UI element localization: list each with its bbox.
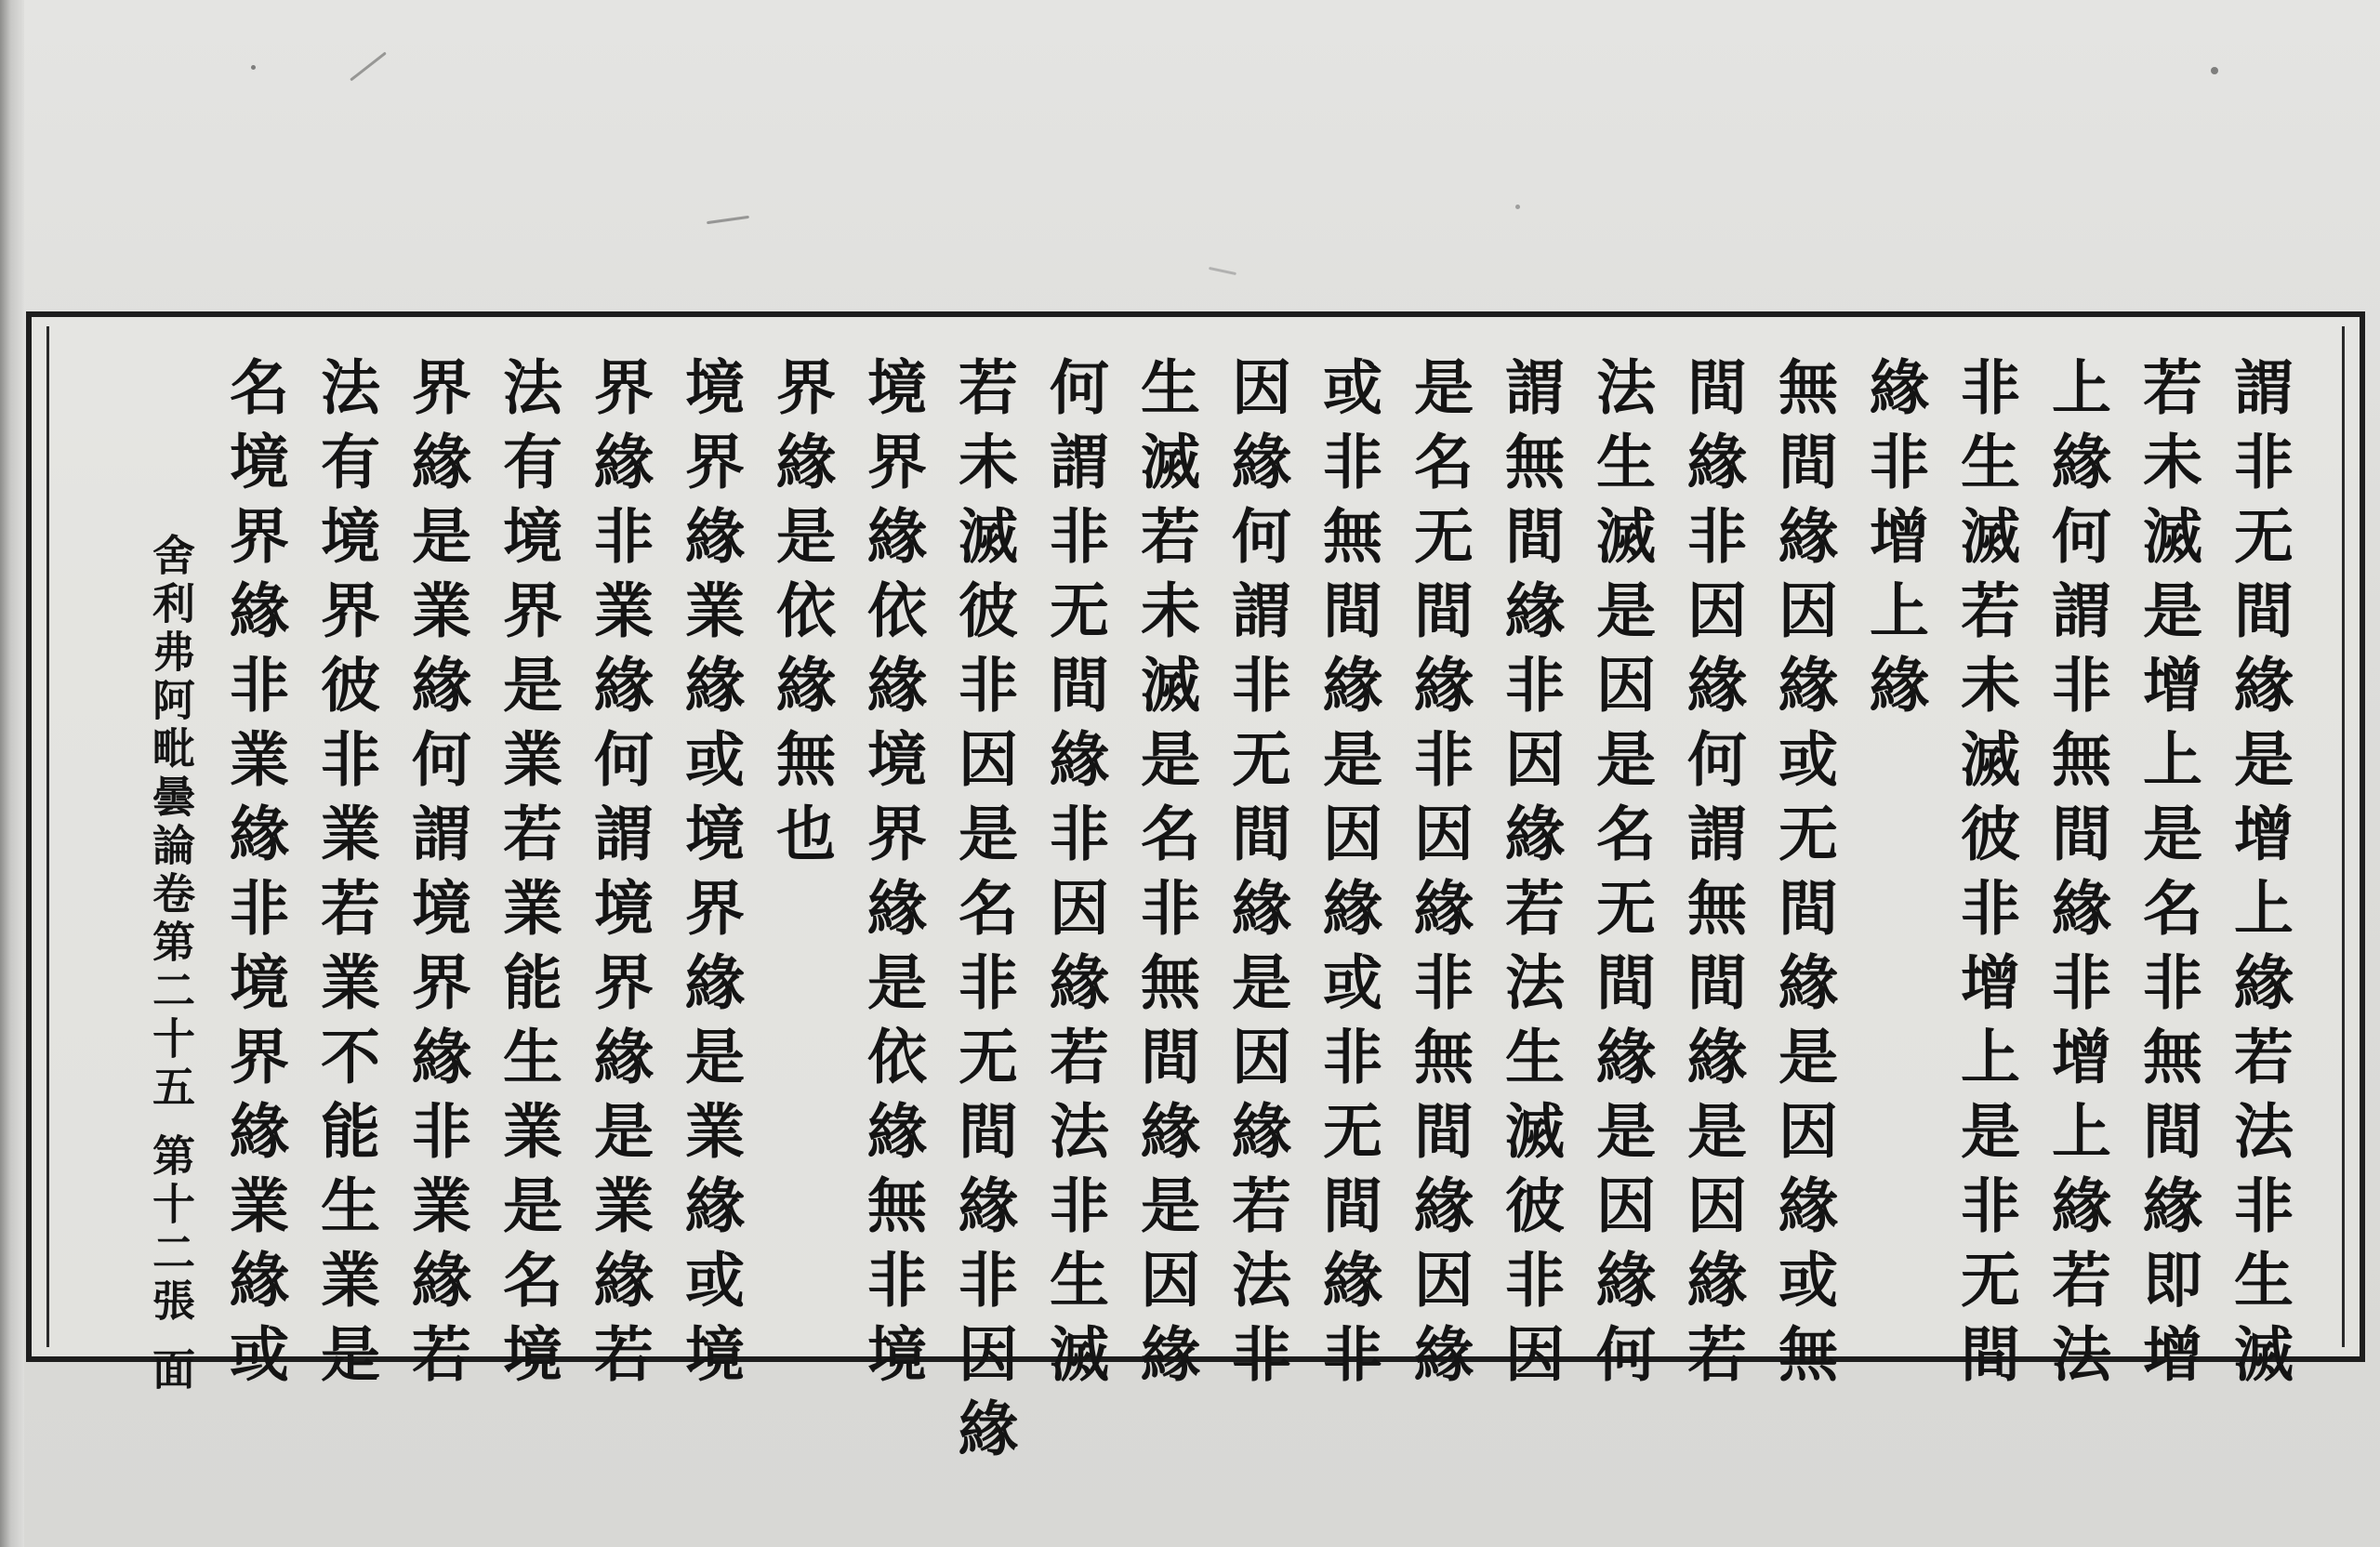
text-column: 謂非无間緣是增上緣若法非生滅	[2224, 356, 2294, 1397]
text-column: 界緣非業緣何謂境界緣是業緣若	[584, 356, 654, 1397]
text-column: 是名无間緣非因緣非無間緣因緣	[1404, 356, 1474, 1397]
text-column: 間緣非因緣何謂無間緣是因緣若	[1677, 356, 1747, 1397]
text-column: 生滅若未滅是名非無間緣是因緣	[1130, 356, 1200, 1397]
paper-fiber	[1209, 267, 1236, 275]
paper-fiber	[707, 216, 749, 224]
text-body	[134, 356, 2304, 1472]
paper-fiber	[350, 52, 387, 82]
text-column: 或非無間緣是因緣或非无間緣非	[1313, 356, 1382, 1397]
printed-text-frame	[26, 311, 2365, 1472]
text-column: 境界緣業緣或境界緣是業緣或境	[675, 356, 745, 1397]
text-column: 無間緣因緣或无間緣是因緣或無	[1768, 356, 1838, 1397]
paper-speck	[1515, 205, 1520, 209]
text-column: 名境界緣非業緣非境界緣業緣或	[219, 356, 289, 1397]
text-column: 因緣何謂非无間緣是因緣若法非	[1222, 356, 1291, 1397]
text-column: 境界緣依緣境界緣是依緣無非境	[857, 356, 927, 1397]
page-binding-edge	[0, 0, 24, 1547]
frame-inner-rule	[2342, 326, 2345, 1347]
text-column: 法有境界彼非業若業不能生業是	[311, 356, 380, 1397]
page-footer-title: 舍利弗阿毗曇論卷第二十五 第十二張 面	[146, 533, 196, 1396]
text-column: 法有境界是業若業能生業是名境	[493, 356, 562, 1397]
text-column: 上緣何謂非無間緣非增上緣若法	[2042, 356, 2111, 1397]
text-column: 緣非增上緣	[1859, 356, 1929, 728]
text-column: 何謂非无間緣非因緣若法非生滅	[1039, 356, 1109, 1397]
text-column: 界緣是業緣何謂境界緣非業緣若	[402, 356, 471, 1397]
text-column: 界緣是依緣無也	[766, 356, 836, 877]
text-column: 非生滅若未滅彼非增上是非无間	[1950, 356, 2020, 1397]
text-column: 法生滅是因是名无間緣是因緣何	[1586, 356, 1656, 1397]
frame-inner-rule	[46, 326, 49, 1347]
text-column: 謂無間緣非因緣若法生滅彼非因	[1495, 356, 1565, 1397]
text-column: 若未滅彼非因是名非无間緣非因緣	[948, 356, 1018, 1472]
paper-speck	[251, 65, 256, 70]
text-column: 若未滅是增上是名非無間緣即增	[2133, 356, 2202, 1397]
paper-speck	[2211, 67, 2218, 74]
